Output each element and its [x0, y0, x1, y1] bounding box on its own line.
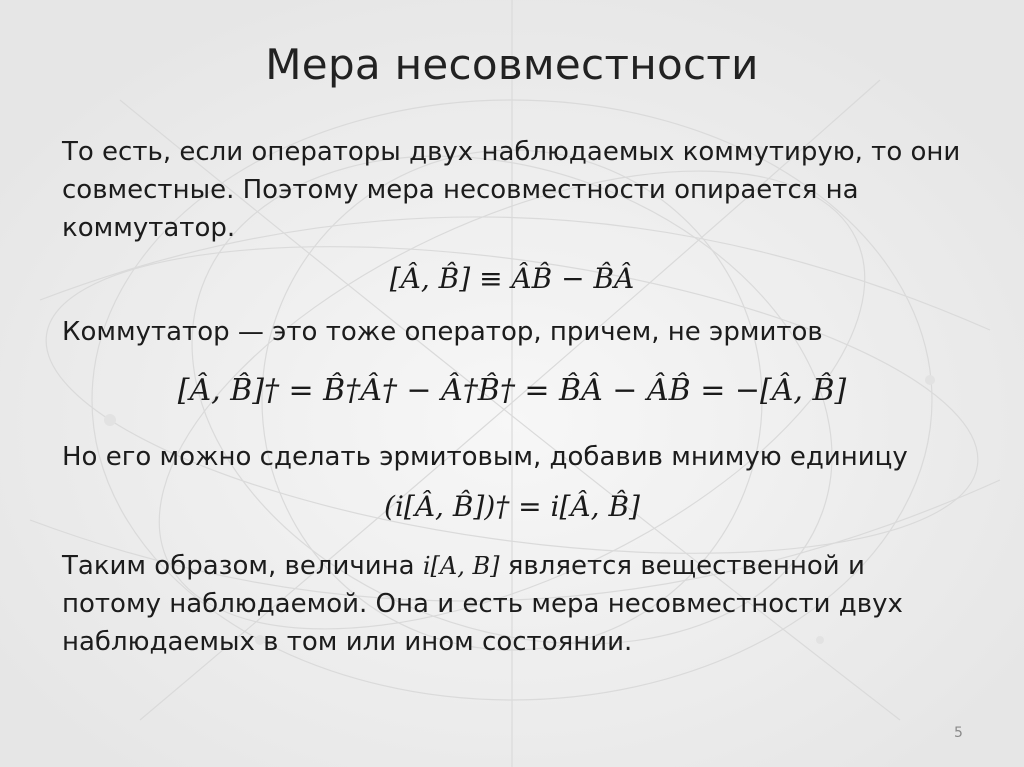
- paragraph-conclusion: [62, 547, 962, 661]
- equation-commutator-definition: [Â, B̂] ≡ ÂB̂ − B̂Â: [389, 262, 635, 295]
- conclusion-text-start: Таким образом, величина: [62, 551, 423, 581]
- equation-commutator-adjoint: [Â, B̂]† = B̂†Â† − Â†B̂† = B̂Â − ÂB̂ = −[Â, B̂]: [177, 373, 847, 408]
- conclusion-text-end: является вещественной и потому наблюдаемой. Она и есть мера несовместности двух наблюдаемых в том или ином состоянии.: [62, 551, 903, 657]
- conclusion-inline-math: i[A, B]: [422, 552, 500, 580]
- paragraph-intro: То есть, если операторы двух наблюдаемых коммутирую, то они совместные. Поэтому мера несовместности опирается на коммутатор.: [62, 137, 961, 243]
- equation-hermitian-commutator: (i[Â, B̂])† = i[Â, B̂]: [384, 490, 640, 523]
- page-number: 5: [954, 725, 963, 741]
- paragraph-not-hermitian: Коммутатор — это тоже оператор, причем, не эрмитов: [62, 317, 823, 347]
- paragraph-make-hermitian: Но его можно сделать эрмитовым, добавив мнимую единицу: [62, 442, 908, 472]
- slide-title: Мера несовместности: [265, 40, 759, 89]
